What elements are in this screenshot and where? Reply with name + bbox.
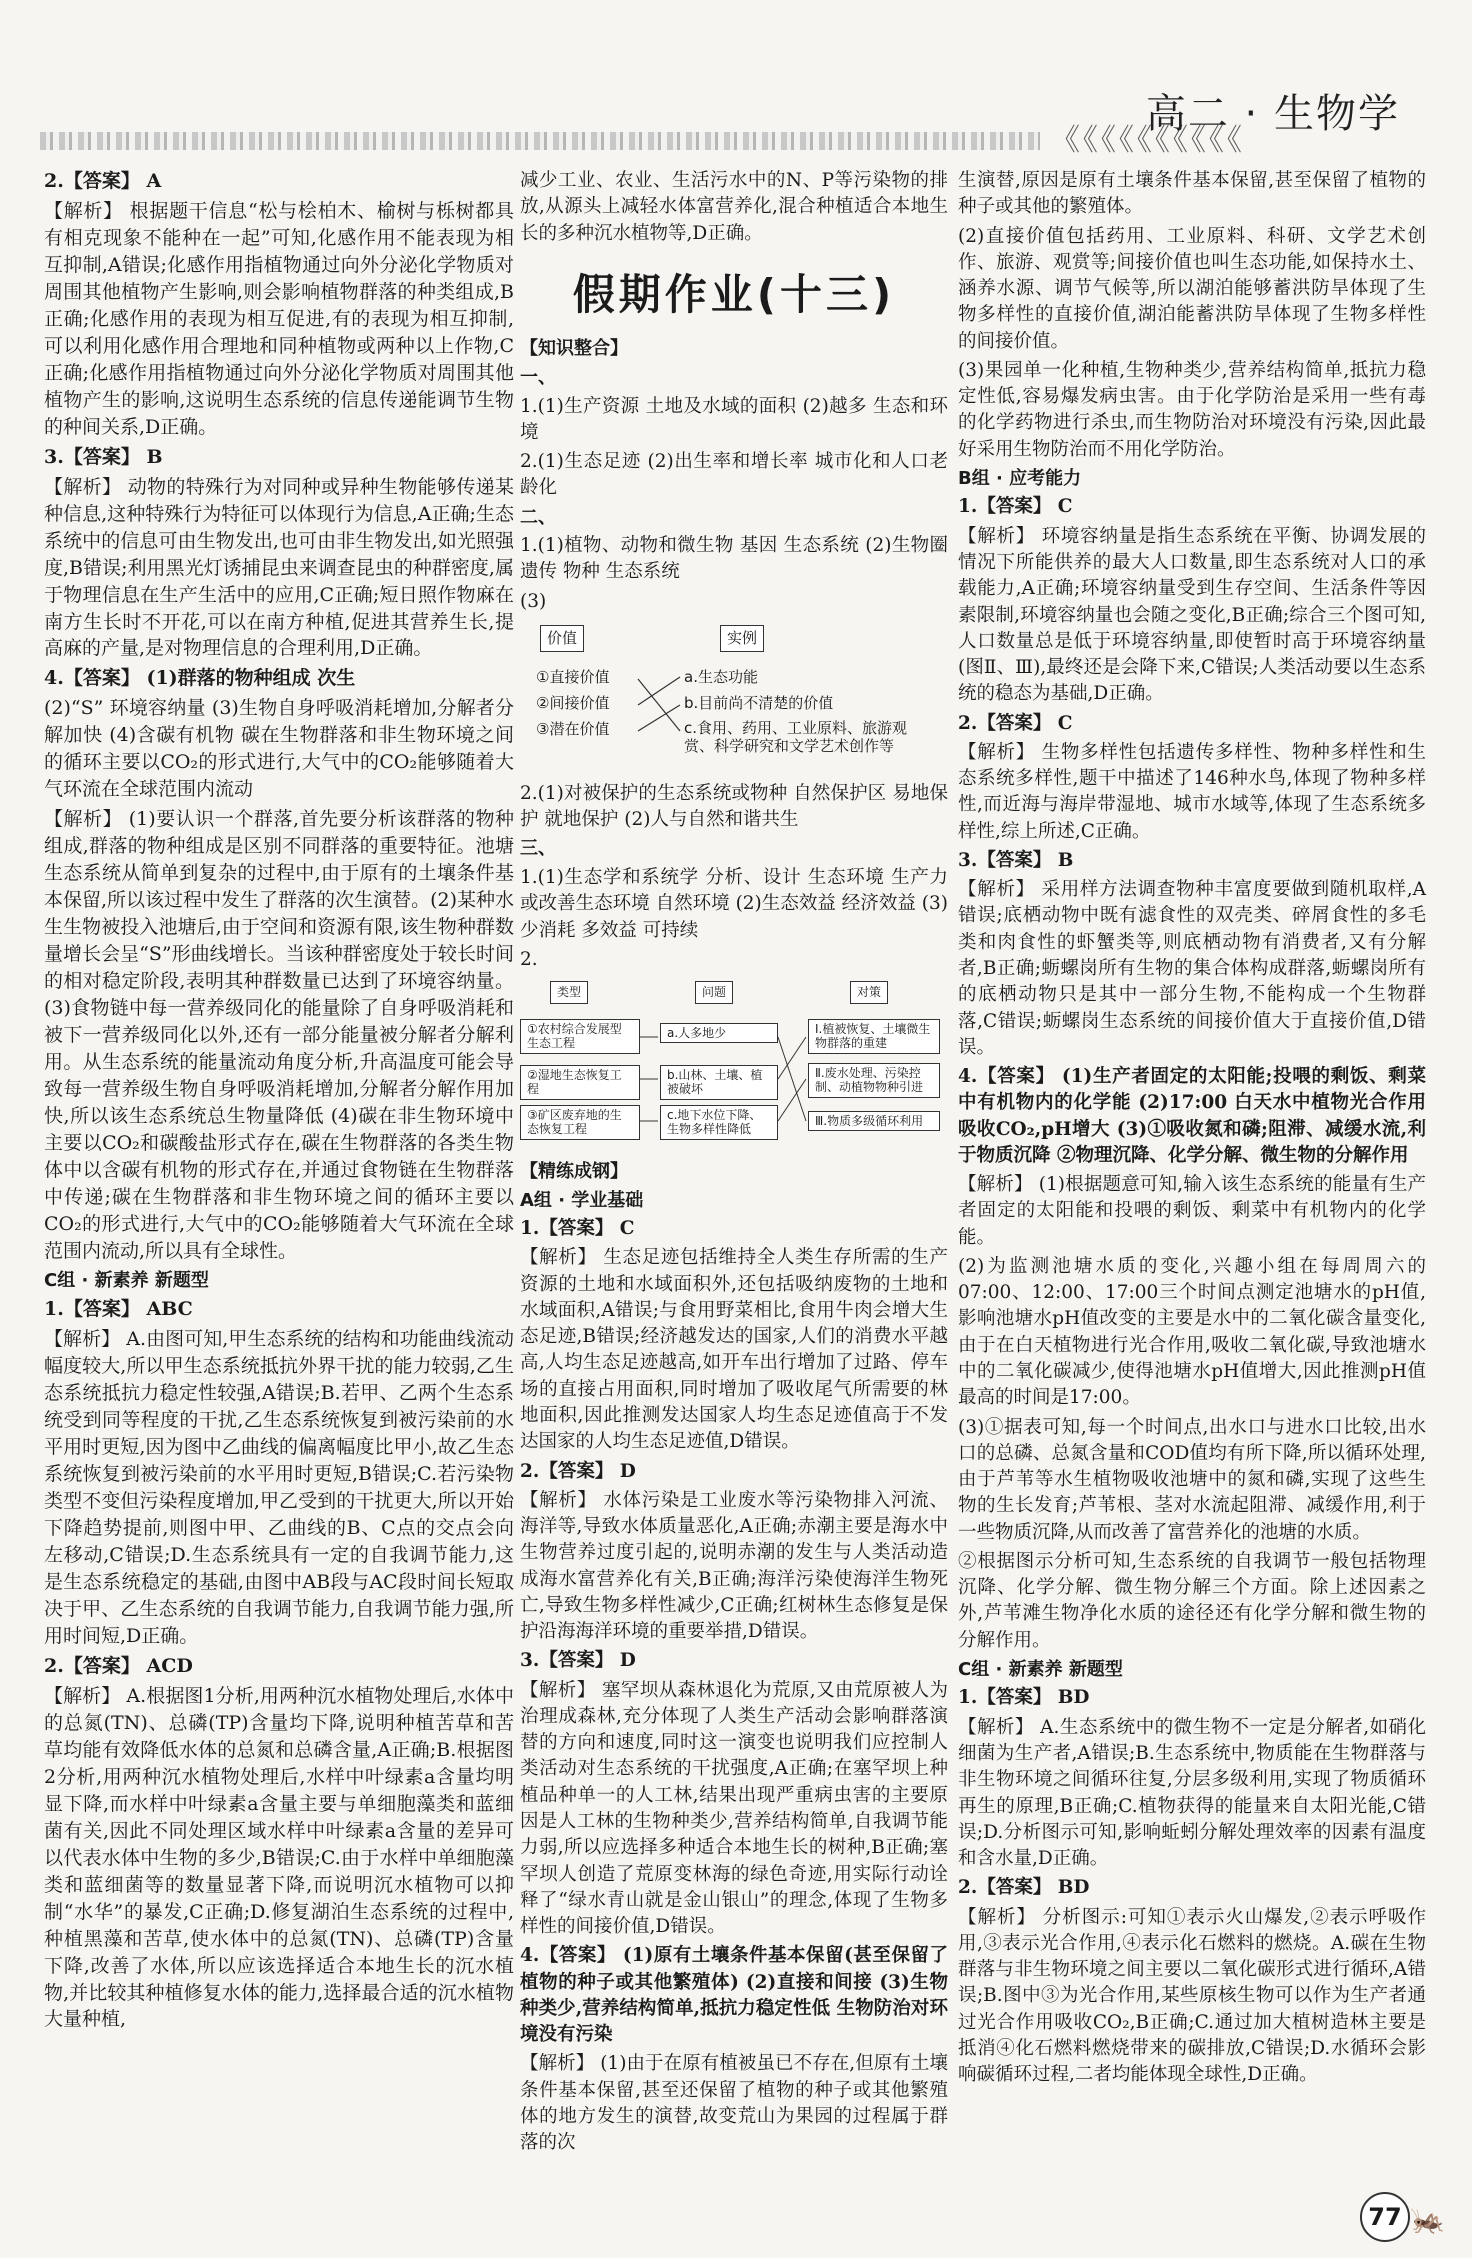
diagram-solution-item: Ⅲ.物质多级循环利用 — [808, 1111, 940, 1131]
diagram-solution-item: Ⅰ.植被恢复、土壤微生物群落的重建 — [808, 1019, 940, 1054]
paragraph: 【解析】 动物的特殊行为对同种或异种生物能够传递某种信息,这种特殊行为特征可以体现行为信息,A正确;生态系统中的信息可由生物发出,也可由非生物发出,如光照强度,B错误;利用黑光灯诱捕昆虫来调查昆虫的种群密度,属于物理信息在生产生活中的应用,C正确;短日照作物麻在南方生长时不开花,可以在南方种植,促进其营养生长,提高麻的产量,是对物理信息的合理利用,D正确。 — [44, 475, 514, 660]
knowledge-section-2 — [520, 781, 948, 973]
paragraph: 2. — [520, 948, 538, 970]
knowledge-section — [520, 336, 948, 615]
paragraph: (2)“S” 环境容纳量 (3)生物自身呼吸消耗增加,分解者分解加快 (4)含碳有机物 碳在生物群落和非生物环境之间的循环主要以CO₂的形式进行,大气中的CO₂能够随着大气环流在全球范围内流动 — [44, 697, 514, 801]
paragraph: 【解析】 (1)根据题意可知,输入该生态系统的能量有生产者固定的太阳能和投喂的剩饭、剩菜中有机物内的化学能。 — [958, 1174, 1426, 1248]
diagram-problem-item: b.山林、土壤、植被破坏 — [660, 1065, 778, 1100]
paragraph: 2.(1)生态足迹 (2)出生率和增长率 城市化和人口老龄化 — [520, 451, 948, 499]
decorative-band — [40, 132, 1040, 150]
answer-line: 3.【答案】 B — [958, 849, 1074, 871]
paragraph: ②根据图示分析可知,生态系统的自我调节一般包括物理沉降、化学分解、微生物分解三个方面。除上述因素之外,芦苇滩生物净化水质的途径还有化学分解和微生物的分解作用。 — [958, 1550, 1426, 1651]
paragraph: 【解析】 分析图示:可知①表示火山爆发,②表示呼吸作用,③表示光合作用,④表示化石燃料的燃烧。A.碳在生物群落与非生物环境之间主要以二氧化碳形式进行循环,A错误;B.图中③为光合作用,某些原核生物可以作为生产者通过光合作用吸收CO₂,B正确;C.通过加大植树造林主要是抵消④化石燃料燃烧带来的碳排放,C错误;D.水循环会影响碳循环过程,二者均能体现全球性,D正确。 — [958, 1906, 1426, 2086]
diagram-problem-item: a.人多地少 — [660, 1023, 778, 1043]
section-heading: C组 · 新素养 新题型 — [44, 1269, 209, 1291]
diagram-header-value: 价值 — [540, 625, 584, 652]
column-middle — [520, 168, 948, 2159]
paragraph: 生演替,原因是原有土壤条件基本保留,甚至保留了植物的种子或其他的繁殖体。 — [958, 170, 1426, 218]
paragraph: (3) — [520, 590, 547, 612]
answer-line: 4.【答案】 (1)原有土壤条件基本保留(甚至保留了植物的种子或其他繁殖体) (2)直接和间接 (3)生物种类少,营养结构简单,抵抗力稳定性低 生物防治对环境没有污染 — [520, 1945, 948, 2046]
answer-line: 1.【答案】 ABC — [44, 1298, 193, 1321]
diagram-type-item: ③矿区废弃地的生态恢复工程 — [520, 1105, 640, 1140]
paragraph: 【解析】 A.由图可知,甲生态系统的结构和功能曲线流动幅度较大,所以甲生态系统抵抗外界干扰的能力较弱,乙生态系统抵抗力稳定性较强,A错误;B.若甲、乙两个生态系统受到同等程度的干扰,乙生态系统恢复到被污染前的水平用时更短,因为图中乙曲线的偏离幅度比甲小,故乙生态系统恢复到被污染前的水平用时更短,B错误;C.若污染物类型不变但污染程度增加,甲乙受到的干扰更大,所以开始下降趋势提前,则图中甲、乙曲线的B、C点的交点会向左移动,C错误;D.生态系统具有一定的自我调节能力,这是生态系统稳定的基础,由图中AB段与AC段时间长短取决于甲、乙生态系统的自我调节能力,自我调节能力强,所用时间短,D正确。 — [44, 1328, 514, 1647]
paragraph: 【解析】 (1)要认识一个群落,首先要分析该群落的物种组成,群落的物种组成是区别不同群落的重要特征。池塘生态系统从简单到复杂的过程中,由于原有的土壤条件基本保留,所以该过程中发生了群落的次生演替。(2)某种水生生物被投入池塘后,由于空间和资源有限,该生物种群数量增长会呈“S”形曲线增长。当该种群密度处于较长时间的相对稳定阶段,表明其种群数量已达到了环境容纳量。(3)食物链中每一营养级同化的能量除了自身呼吸消耗和被下一营养级同化以外,还有一部分能量被分解者分解利用。从生态系统的能量流动角度分析,升高温度可能会导致每一营养级生物自身呼吸消耗增加,分解者分解作用加快,所以该生态系统总生物量降低 (4)碳在非生物环境中主要以CO₂和碳酸盐形式存在,碳在生物群落的各类生物体中以含碳有机物的形式存在,并通过食物链在生物群落中传递;碳在生物群落和非生物环境之间的循环主要以CO₂的形式进行,大气中的CO₂能够随着大气环流在全球范围内流动,所以具有全球性。 — [44, 808, 514, 1262]
paragraph: 【解析】 生态足迹包括维持全人类生存所需的生产资源的土地和水域面积外,还包括吸纳废物的土地和水域面积,A错误;与食用野菜相比,食用牛肉会增大生态足迹,B错误;经济越发达的国家,人们的消费水平越高,人均生态足迹越高,如开车出行增加了过路、停车场的直接占用面积,同时增加了吸收尾气所需要的林地面积,因此推测发达国家人均生态足迹值高于不发达国家的人均生态足迹值,D错误。 — [520, 1247, 948, 1453]
paragraph: 1.(1)生态学和系统学 分析、设计 生态环境 生产力或改善生态环境 自然环境 (2)生态效益 经济效益 (3)少消耗 多效益 可持续 — [520, 867, 948, 941]
header-title: 高二 · 生物学 — [1145, 91, 1400, 137]
paragraph: 【解析】 生物多样性包括遗传多样性、物种多样性和生态系统多样性,题干中描述了146种水鸟,体现了物种多样性,而近海与海岸带湿地、城市水域等,体现了生态系统多样性,综上所述,C正确。 — [958, 741, 1426, 842]
column-left — [44, 168, 514, 2036]
answer-line: 2.【答案】 A — [44, 170, 162, 192]
chevron-icon: 《《《《《《《《《《 — [1050, 123, 1245, 158]
diagram-left-item: ③潜在价值 — [536, 719, 610, 738]
paragraph: (3)①据表可知,每一个时间点,出水口与进水口比较,出水口的总磷、总氮含量和COD值均有所下降,所以循环处理,由于芦苇等水生植物吸收池塘中的氮和磷,实现了这些生物的生长发育;芦苇根、茎对水流起阻滞、减缓作用,利于一些物质沉降,从而改善了富营养化的池塘的水质。 — [958, 1416, 1426, 1543]
page-header — [40, 82, 1440, 162]
paragraph: (2)为监测池塘水质的变化,兴趣小组在每周周六的07:00、12:00、17:00三个时间点测定池塘水的pH值,影响池塘水pH值改变的主要是水中的二氧化碳含量变化,由于在白天植物进行光合作用,吸收二氧化碳,导致池塘水中的二氧化碳减少,使得池塘水pH值增大,因此推测pH值最高的时间是17:00。 — [958, 1255, 1426, 1409]
diagram-right-item: a.生态功能 — [684, 667, 758, 686]
section-heading: B组 · 应考能力 — [958, 467, 1082, 489]
answer-line: 4.【答案】 (1)群落的物种组成 次生 — [44, 667, 356, 690]
diagram-type-item: ②湿地生态恢复工程 — [520, 1065, 640, 1100]
column-right — [958, 168, 1426, 2091]
section-heading: 【知识整合】 — [520, 338, 628, 360]
paragraph: 【解析】 根据题干信息“松与桧柏木、榆树与栎树都具有相克现象不能种在一起”可知,化感作用不能表现为相互抑制,A错误;化感作用指植物通过向外分泌化学物质对周围其他植物产生影响,则会影响植物群落的种类组成,B正确;化感作用的表现为相互促进,有的表现为相互抑制,可以利用化感作用合理地和同种植物或两种以上作物,C正确;化感作用指植物通过向外分泌化学物质对周围其他植物产生的影响,这说明生态系统的信息传递能调节生物的种间关系,D正确。 — [44, 199, 514, 438]
diagram-header-problem: 问题 — [695, 981, 733, 1004]
answer-line: 2.【答案】 C — [958, 712, 1073, 734]
mascot-icon: 🦗 — [1410, 2203, 1445, 2236]
answer-line: 1.【答案】 C — [520, 1218, 635, 1240]
diagram-left-item: ①直接价值 — [536, 667, 610, 686]
answer-line: 3.【答案】 D — [520, 1650, 636, 1672]
paragraph: 【解析】 采用样方法调查物种丰富度要做到随机取样,A错误;底栖动物中既有滤食性的双壳类、碎屑食性的多毛类和肉食性的虾蟹类等,则底栖动物有消费者,又有分解者,B正确;蛎螺岗所有生物的集合体构成群落,蛎螺岗所有的底栖动物只是其中一部分生物,不能构成一个生物群落,C错误;蛎螺岗生态系统的间接价值大于直接价值,D错误。 — [958, 879, 1426, 1058]
answer-line: 2.【答案】 BD — [958, 1877, 1090, 1899]
paragraph: 1.(1)植物、动物和微生物 基因 生态系统 (2)生物圈 遗传 物种 生态系统 — [520, 535, 948, 583]
answer-line: 3.【答案】 B — [44, 445, 163, 468]
paragraph: 【解析】 A.根据图1分析,用两种沉水植物处理后,水体中的总氮(TN)、总磷(TP)含量均下降,说明种植苦草和苦草均能有效降低水体的总氮和总磷含量,A正确;B.根据图2分析,用两种沉水植物处理后,水样中叶绿素a含量均明显下降,而水样中叶绿素a含量主要与单细胞藻类和蓝细菌有关,因此不同处理区域水样中叶绿素a含量的差异可以代表水体中生物的多少,B错误;C.由于水样中单细胞藻类和蓝细菌等的数量显著下降,而说明沉水植物可以抑制“水华”的暴发,C正确;D.修复湖泊生态系统的过程中,种植黑藻和苦草,使水体中的总氮(TN)、总磷(TP)含量下降,改善了水体,所以应该选择适合本地生长的沉水植物,并比较其种植修复水体的能力,选择最合适的沉水植物大量种植, — [44, 1684, 514, 2031]
diagram-header-type: 类型 — [550, 981, 588, 1004]
answer-line: 4.【答案】 (1)生产者固定的太阳能;投喂的剩饭、剩菜中有机物内的化学能 (2)17:00 白天水中植物光合作用吸收CO₂,pH增大 (3)①吸收氮和磷;阻滞、减缓水流,利于物质沉降 ②物理沉降、化学分解、微生物的分解作用 — [958, 1066, 1426, 1166]
paragraph: 1.(1)生产资源 土地及水域的面积 (2)越多 生态和环境 — [520, 395, 948, 443]
diagram-right-item: b.目前尚不清楚的价值 — [684, 693, 834, 712]
section-heading: 【精练成钢】 — [520, 1161, 628, 1183]
section-heading: 二、 — [520, 506, 556, 528]
diagram-type-item: ①农村综合发展型生态工程 — [520, 1019, 640, 1054]
page-title: 假期作业(十三) — [572, 269, 896, 319]
answer-line: 1.【答案】 BD — [958, 1687, 1090, 1709]
answer-line: 1.【答案】 C — [958, 496, 1073, 518]
section-heading: A组 · 学业基础 — [520, 1189, 644, 1211]
diagram-header-example: 实例 — [720, 625, 764, 652]
ecological-engineering-diagram — [520, 979, 948, 1149]
practice-section — [520, 1159, 948, 2156]
paragraph: 【解析】 A.生态系统中的微生物不一定是分解者,如硝化细菌为生产者,A错误;B.生态系统中,物质能在生物群落与非生物环境之间循环往复,分层多级利用,实现了物质循环再生的原理,B正确;C.植物获得的能量来自太阳光能,C错误;D.分析图示可知,影响蚯蚓分解处理效率的因素有温度和含水量,D正确。 — [958, 1716, 1426, 1870]
answer-line: 2.【答案】 ACD — [44, 1654, 193, 1677]
diagram-right-item: c.食用、药用、工业原料、旅游观赏、科学研究和文学艺术创作等 — [684, 718, 908, 755]
answer-line: 2.【答案】 D — [520, 1460, 636, 1482]
paragraph: 【解析】 塞罕坝从森林退化为荒原,又由荒原被人为治理成森林,充分体现了人类生产活动会影响群落演替的方向和速度,同时这一演变也说明我们应控制人类活动对生态系统的干扰强度,A正确;在塞罕坝上种植品种单一的人工林,结果出现严重病虫害的主要原因是人工林的生物种类少,营养结构简单,自我调节能力弱,所以应选择多种适合本地生长的树种,B正确;塞罕坝人创造了荒原变林海的绿色奇迹,用实际行动诠释了“绿水青山就是金山银山”的理念,体现了生物多样性的间接价值,D错误。 — [520, 1679, 948, 1938]
diagram-left-item: ②间接价值 — [536, 693, 610, 712]
diagram-header-solution: 对策 — [850, 981, 888, 1004]
paragraph: 【解析】 环境容纳量是指生态系统在平衡、协调发展的情况下所能供养的最大人口数量,即生态系统对人口的承载能力,A正确;环境容纳量受到生存空间、生活条件等因素限制,环境容纳量也会随之变化,B正确;综合三个图可知,人口数量总是低于环境容纳量,即使暂时高于环境容纳量(图Ⅱ、Ⅲ),最终还是会降下来,C错误;人类活动要以生态系统的稳态为基础,D正确。 — [958, 525, 1426, 705]
section-heading: 三、 — [520, 838, 556, 860]
paragraph: 【解析】 (1)由于在原有植被虽已不存在,但原有土壤条件基本保留,甚至还保留了植物的种子或其他繁殖体的地方发生的演替,故变荒山为果园的过程属于群落的次 — [520, 2053, 948, 2154]
diagram-problem-item: c.地下水位下降、生物多样性降低 — [660, 1105, 778, 1140]
section-heading: C组 · 新素养 新题型 — [958, 1658, 1123, 1680]
section-heading: 一、 — [520, 366, 556, 388]
diagram-solution-item: Ⅱ.废水处理、污染控制、动植物物种引进 — [808, 1063, 940, 1098]
paragraph: 减少工业、农业、生活污水中的N、P等污染物的排放,从源头上减轻水体富营养化,混合种植适合本地生长的多种沉水植物等,D正确。 — [520, 170, 948, 244]
page-number: 77 — [1360, 2192, 1410, 2242]
paragraph: 【解析】 水体污染是工业废水等污染物排入河流、海洋等,导致水体质量恶化,A正确;赤潮主要是海水中生物营养过度引起的,说明赤潮的发生与人类活动造成海水富营养化有关,B正确;海洋污染使海洋生物死亡,导致生物多样性减少,C正确;红树林生态修复是保护沿海海洋环境的重要举措,D错误。 — [520, 1489, 948, 1643]
paragraph: 2.(1)对被保护的生态系统或物种 自然保护区 易地保护 就地保护 (2)人与自然和谐共生 — [520, 782, 948, 831]
paragraph: (3)果园单一化种植,生物种类少,营养结构简单,抵抗力稳定性低,容易爆发病虫害。由于化学防治是采用一些有毒的化学药物进行杀虫,而生物防治对环境没有污染,因此最好采用生物防治而不用化学防治。 — [958, 359, 1426, 460]
value-diagram — [520, 621, 948, 771]
paragraph: (2)直接价值包括药用、工业原料、科研、文学艺术创作、旅游、观赏等;间接价值也叫生态功能,如保持水土、涵养水源、调节气候等,所以湖泊能够蓄洪防旱体现了生物多样性的直接价值,湖泊能蓄洪防旱体现了生物多样性的间接价值。 — [958, 225, 1426, 352]
